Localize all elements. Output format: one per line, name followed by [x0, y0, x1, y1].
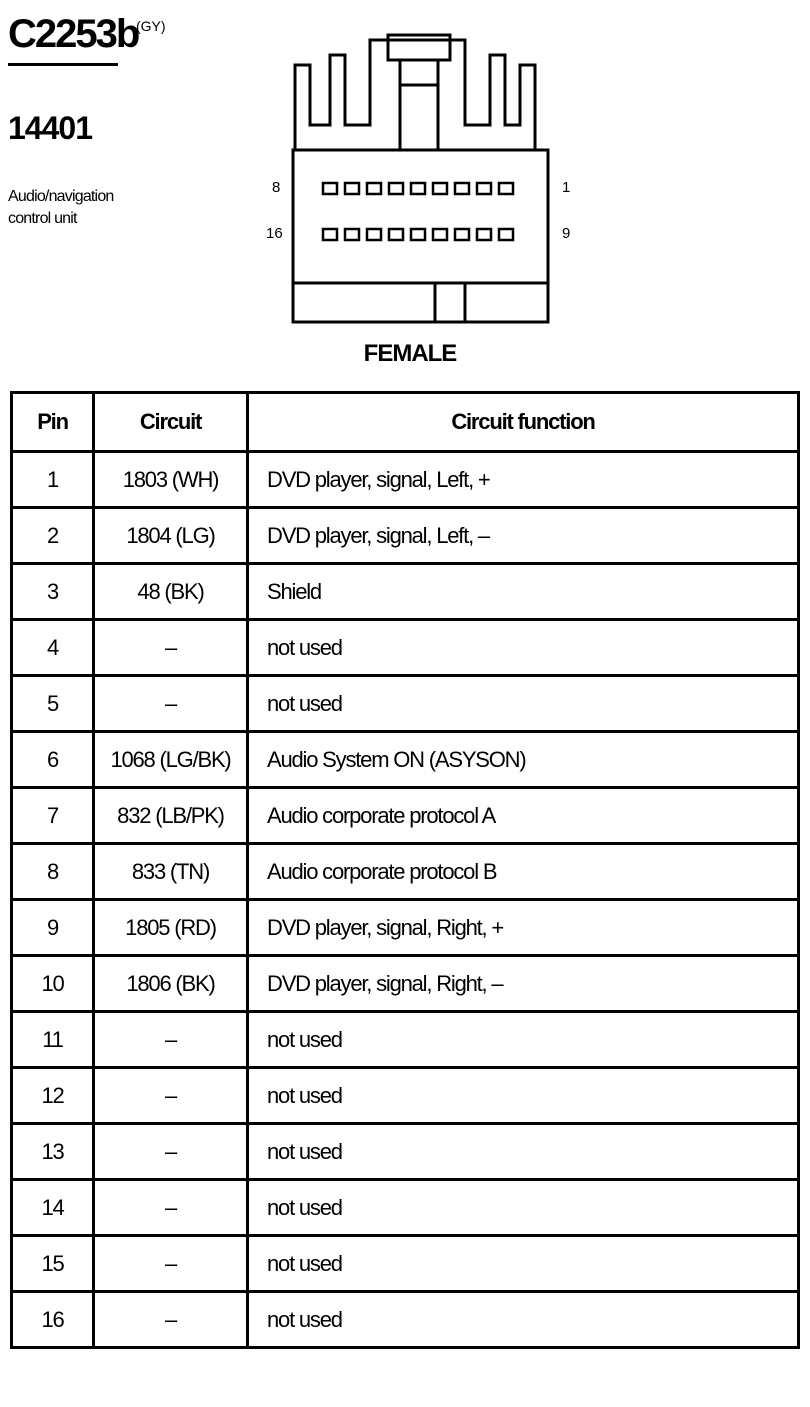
circuit-cell: 1805 (RD) [94, 900, 248, 956]
table-row [12, 956, 799, 1012]
table-row [12, 676, 799, 732]
pin-cell: 11 [12, 1012, 94, 1068]
connector-body [293, 150, 548, 322]
description-line-2: control unit [8, 210, 77, 227]
pin-row-bottom [323, 229, 513, 240]
pin-cell: 5 [12, 676, 94, 732]
table-row [12, 1180, 799, 1236]
pin-cell: 4 [12, 620, 94, 676]
part-number: 14401 [8, 110, 92, 146]
pin-cell: 13 [12, 1124, 94, 1180]
function-cell: DVD player, signal, Right, – [248, 956, 799, 1012]
table-row [12, 1236, 799, 1292]
function-cell: DVD player, signal, Right, + [248, 900, 799, 956]
circuit-cell: 1068 (LG/BK) [94, 732, 248, 788]
latch-housing [295, 40, 535, 150]
table-row [12, 1068, 799, 1124]
pin-cell: 14 [12, 1180, 94, 1236]
table-row [12, 508, 799, 564]
connector-id: C2253b [8, 12, 139, 56]
pin-label-bottom-left: 16 [266, 225, 283, 242]
pin-label-top-right: 1 [562, 179, 571, 196]
function-cell: not used [248, 1124, 799, 1180]
pin-cell: 8 [12, 844, 94, 900]
header-pin: Pin [12, 393, 94, 452]
circuit-cell: – [94, 1012, 248, 1068]
pin-cell: 10 [12, 956, 94, 1012]
circuit-cell: – [94, 1292, 248, 1348]
circuit-cell: 1806 (BK) [94, 956, 248, 1012]
pin-cell: 16 [12, 1292, 94, 1348]
title-underline [8, 63, 118, 66]
circuit-cell: – [94, 1180, 248, 1236]
table-header-row [12, 393, 799, 452]
connector-diagram [260, 25, 590, 335]
circuit-cell: – [94, 1236, 248, 1292]
pin-label-bottom-right: 9 [562, 225, 571, 242]
table-row [12, 452, 799, 508]
header-circuit: Circuit [94, 393, 248, 452]
pin-label-top-left: 8 [272, 179, 281, 196]
connector-description [8, 186, 158, 230]
circuit-cell: – [94, 620, 248, 676]
circuit-cell: – [94, 1124, 248, 1180]
connector-color: (GY) [136, 18, 166, 34]
connector-key [435, 283, 465, 322]
pin-cell: 1 [12, 452, 94, 508]
function-cell: not used [248, 1236, 799, 1292]
connector-face-drawing [260, 25, 590, 335]
table-row [12, 1012, 799, 1068]
function-cell: not used [248, 1180, 799, 1236]
table-row [12, 844, 799, 900]
pin-cell: 7 [12, 788, 94, 844]
function-cell: not used [248, 620, 799, 676]
pin-cell: 15 [12, 1236, 94, 1292]
header-circuit-function: Circuit function [248, 393, 799, 452]
table-row [12, 1292, 799, 1348]
pinout-table [10, 391, 800, 1349]
pin-cell: 2 [12, 508, 94, 564]
connector-gender: FEMALE [363, 340, 457, 367]
table-row [12, 1124, 799, 1180]
function-cell: not used [248, 1012, 799, 1068]
pin-cell: 3 [12, 564, 94, 620]
circuit-cell: – [94, 676, 248, 732]
circuit-cell: 832 (LB/PK) [94, 788, 248, 844]
table-row [12, 620, 799, 676]
description-line-1: Audio/navigation [8, 188, 114, 205]
table-row [12, 788, 799, 844]
function-cell: Shield [248, 564, 799, 620]
latch-slot [400, 60, 438, 150]
table-row [12, 564, 799, 620]
pin-cell: 12 [12, 1068, 94, 1124]
circuit-cell: 833 (TN) [94, 844, 248, 900]
function-cell: Audio corporate protocol A [248, 788, 799, 844]
table-row [12, 900, 799, 956]
pin-cell: 9 [12, 900, 94, 956]
table-row [12, 732, 799, 788]
function-cell: not used [248, 1292, 799, 1348]
circuit-cell: – [94, 1068, 248, 1124]
function-cell: Audio System ON (ASYSON) [248, 732, 799, 788]
circuit-cell: 1804 (LG) [94, 508, 248, 564]
function-cell: Audio corporate protocol B [248, 844, 799, 900]
circuit-cell: 48 (BK) [94, 564, 248, 620]
function-cell: not used [248, 1068, 799, 1124]
pin-row-top [323, 183, 513, 194]
function-cell: DVD player, signal, Left, + [248, 452, 799, 508]
circuit-cell: 1803 (WH) [94, 452, 248, 508]
pin-cell: 6 [12, 732, 94, 788]
function-cell: DVD player, signal, Left, – [248, 508, 799, 564]
function-cell: not used [248, 676, 799, 732]
